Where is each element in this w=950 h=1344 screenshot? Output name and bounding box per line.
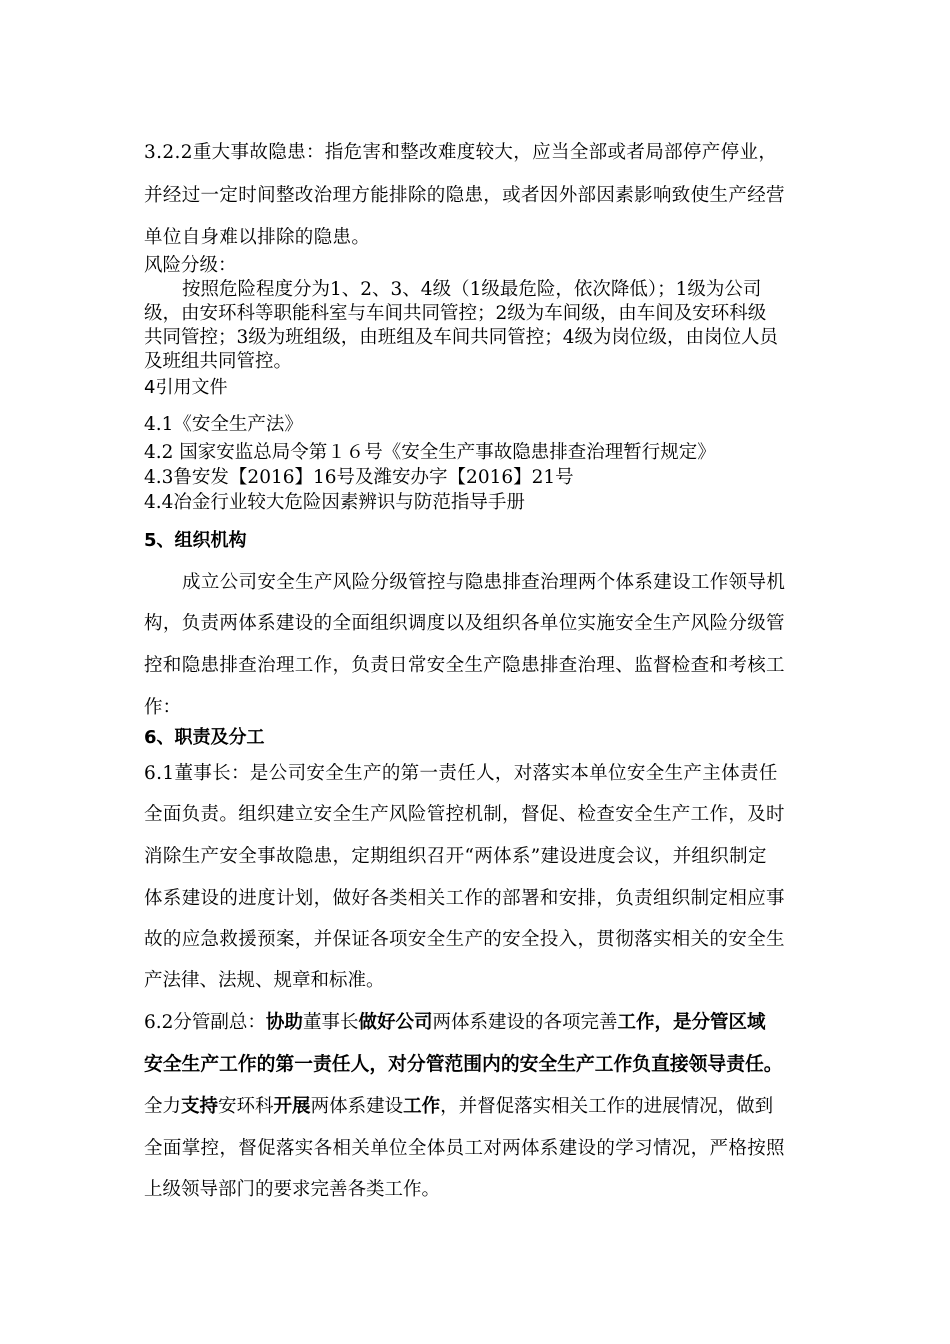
deputy-duty-span: 开展 [273, 1096, 311, 1117]
deputy-duty-line-4: 全面掌控，督促落实各相关单位全体员工对两体系建设的学习情况，严格按照 [144, 1138, 785, 1159]
chairman-duty-line-6: 产法律、法规、规章和标准。 [144, 970, 385, 991]
chairman-duty-line-4: 体系建设的进度计划，做好各类相关工作的部署和安排，负责组织制定相应事 [144, 888, 785, 909]
section-5-line-1: 成立公司安全生产风险分级管控与隐患排查治理两个体系建设工作领导机 [182, 572, 786, 593]
risk-grading-line-4: 及班组共同管控。 [144, 351, 293, 372]
deputy-duty-line-5: 上级领导部门的要求完善各类工作。 [144, 1179, 441, 1200]
deputy-duty-span: 安环科 [218, 1096, 274, 1117]
chairman-duty-line-5: 故的应急救援预案，并保证各项安全生产的安全投入，贯彻落实相关的安全生 [144, 929, 785, 950]
chairman-duty-line-2: 全面负责。组织建立安全生产风险管控机制，督促、检查安全生产工作，及时 [144, 804, 785, 825]
section-5-line-3: 控和隐患排查治理工作，负责日常安全生产隐患排查治理、监督检查和考核工 [144, 655, 785, 676]
reference-item-2: 4.2 国家安监总局令第１６号《安全生产事故隐患排查治理暂行规定》 [144, 442, 716, 463]
section-6-heading: 6、职责及分工 [144, 727, 265, 748]
deputy-duty-line-2: 安全生产工作的第一责任人，对分管范围内的安全生产工作负直接领导责任。 [144, 1054, 783, 1075]
paragraph-3-2-2-line-1: 3.2.2重大事故隐患：指危害和整改难度较大，应当全部或者局部停产停业， [144, 142, 778, 163]
section-4-heading: 4引用文件 [144, 377, 228, 398]
section-5-line-4: 作： [144, 697, 182, 718]
deputy-duty-line-1 [144, 1011, 766, 1035]
deputy-duty-label: 6.2分管副总： [144, 1012, 266, 1033]
paragraph-3-2-2-line-3: 单位自身难以排除的隐患。 [144, 227, 371, 248]
deputy-duty-span: 协助 [265, 1012, 303, 1033]
section-5-heading: 5、组织机构 [144, 530, 247, 551]
chairman-duty-line-3: 消除生产安全事故隐患，定期组织召开“两体系”建设进度会议，并组织制定 [144, 846, 767, 867]
deputy-duty-span: 工作 [403, 1096, 441, 1117]
deputy-duty-span: 全力 [144, 1096, 182, 1117]
risk-grading-line-3: 共同管控；3级为班组级，由班组及车间共同管控；4级为岗位级，由岗位人员 [144, 327, 779, 348]
risk-grading-line-2: 级，由安环科等职能科室与车间共同管控；2级为车间级，由车间及安环科级 [144, 303, 767, 324]
risk-grading-line-1: 按照危险程度分为1、2、3、4级（1级最危险，依次降低）；1级为公司 [182, 279, 762, 300]
deputy-duty-span: ，并督促落实相关工作的进展情况，做到 [440, 1096, 774, 1117]
deputy-duty-span: 董事长 [302, 1012, 359, 1033]
paragraph-3-2-2-line-2: 并经过一定时间整改治理方能排除的隐患，或者因外部因素影响致使生产经营 [144, 185, 785, 206]
deputy-duty-span: 两体系建设 [310, 1096, 404, 1117]
deputy-duty-span: 工作，是分管区域 [617, 1012, 766, 1033]
risk-grading-heading: 风险分级： [144, 255, 237, 276]
reference-item-4: 4.4冶金行业较大危险因素辨识与防范指导手册 [144, 492, 525, 513]
section-5-line-2: 构，负责两体系建设的全面组织调度以及组织各单位实施安全生产风险分级管 [144, 613, 785, 634]
deputy-duty-line-3 [144, 1095, 773, 1119]
reference-item-1: 4.1《安全生产法》 [144, 414, 303, 435]
reference-item-3: 4.3鲁安发【2016】16号及潍安办字【2016】21号 [144, 467, 574, 488]
deputy-duty-span: 两体系建设的各项完善 [432, 1012, 618, 1033]
chairman-duty-line-1: 6.1董事长：是公司安全生产的第一责任人，对落实本单位安全生产主体责任 [144, 763, 778, 784]
deputy-duty-span: 支持 [181, 1096, 219, 1117]
deputy-duty-span: 做好公司 [358, 1012, 433, 1033]
